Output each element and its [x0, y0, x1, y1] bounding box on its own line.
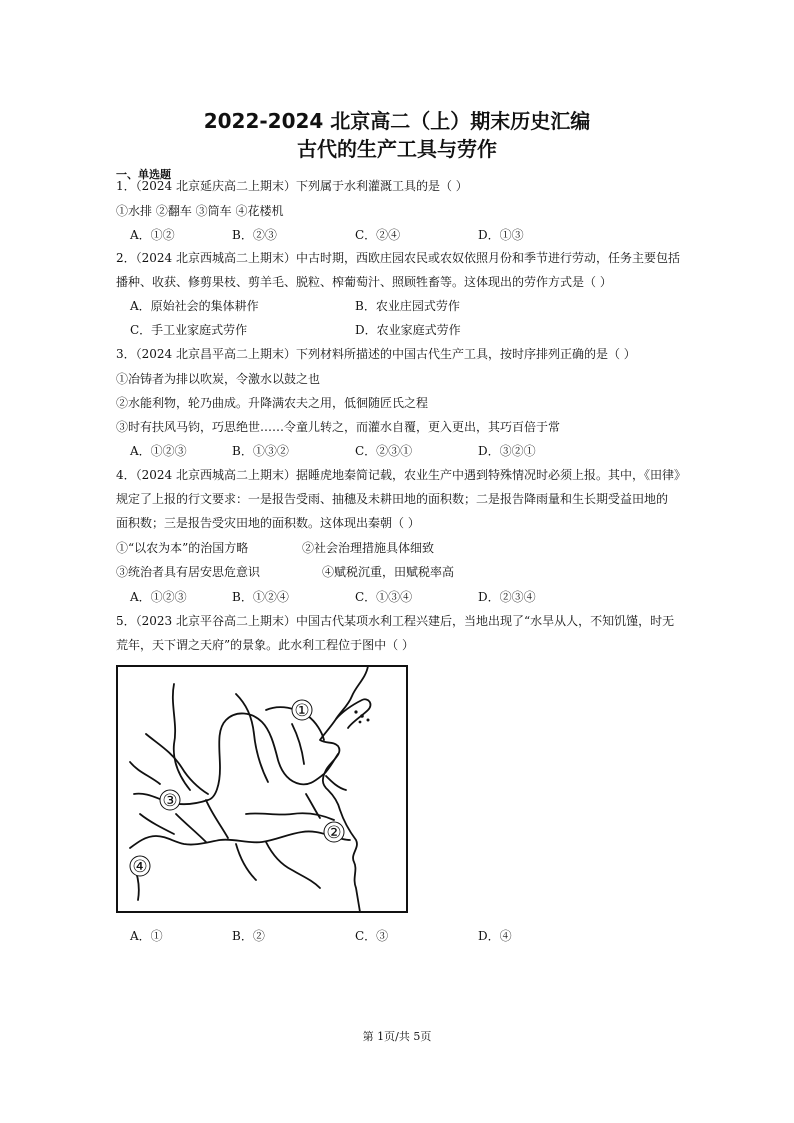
q4-item-2: ②社会治理措施具体细致: [302, 541, 435, 555]
q1-option-d[interactable]: D．①③: [478, 228, 524, 242]
page-subtitle: 古代的生产工具与劳作: [297, 137, 497, 161]
q5-option-c[interactable]: C．③: [355, 929, 389, 943]
map-label-1: ①: [294, 701, 310, 721]
q3-material-3: ③时有扶风马钧，巧思绝世……令童儿转之，而灌水自覆，更入更出，其巧百倍于常: [116, 420, 561, 434]
q2-option-c[interactable]: C．手工业家庭式劳作: [130, 323, 248, 337]
q4-item-1: ①“以农为本”的治国方略: [116, 541, 249, 555]
q4-option-b[interactable]: B．①②④: [232, 590, 289, 604]
q4-stem-line1: 4．（2024 北京西城高二上期末）据睡虎地秦简记载，农业生产中遇到特殊情况时必须上报。其中，《田律》: [116, 468, 686, 482]
q4-stem-line3: 面积数；三是报告受灾田地的面积数。这体现出秦朝（ ）: [116, 516, 420, 530]
q4-option-d[interactable]: D．②③④: [478, 590, 536, 604]
q1-stem: 1．（2024 北京延庆高二上期末）下列属于水利灌溉工具的是（ ）: [116, 179, 468, 193]
q1-option-a[interactable]: A．①②: [130, 228, 175, 242]
q5-option-d[interactable]: D．④: [478, 929, 512, 943]
q1-items: ①水排 ②翻车 ③筒车 ④花楼机: [116, 204, 284, 218]
section-heading: 一、单选题: [116, 168, 171, 181]
q2-stem-line1: 2．（2024 北京西城高二上期末）中古时期，西欧庄园农民或农奴依照月份和季节进行劳动，任务主要包括: [116, 251, 680, 265]
q3-material-2: ②水能利物，轮乃曲成。升降满农夫之用，低徊随匠氏之程: [116, 396, 429, 410]
q4-item-4: ④赋税沉重，田赋税率高: [322, 565, 455, 579]
q3-option-c[interactable]: C．②③①: [355, 444, 413, 458]
map-label-4: ④: [132, 857, 148, 877]
q3-stem: 3．（2024 北京昌平高二上期末）下列材料所描述的中国古代生产工具，按时序排列正确的是（ ）: [116, 347, 636, 361]
q2-option-d[interactable]: D．农业家庭式劳作: [355, 323, 461, 337]
q4-option-a[interactable]: A．①②③: [130, 590, 187, 604]
q5-option-a[interactable]: A．①: [130, 929, 163, 943]
q3-option-b[interactable]: B．①③②: [232, 444, 289, 458]
q1-option-c[interactable]: C．②④: [355, 228, 401, 242]
q3-option-a[interactable]: A．①②③: [130, 444, 187, 458]
map-label-3: ③: [162, 791, 178, 811]
q4-option-c[interactable]: C．①③④: [355, 590, 413, 604]
q2-option-b[interactable]: B．农业庄园式劳作: [355, 299, 460, 313]
map-label-2: ②: [326, 823, 342, 843]
q4-stem-line2: 规定了上报的行文要求：一是报告受雨、抽穗及未耕田地的面积数；二是报告降雨量和生长期受益田地的: [116, 492, 669, 506]
q1-option-b[interactable]: B．②③: [232, 228, 277, 242]
page-footer: 第 1页/共 5页: [362, 1030, 432, 1043]
page-title: 2022-2024 北京高二（上）期末历史汇编: [203, 109, 591, 133]
china-rivers-map: [116, 664, 408, 914]
q3-material-1: ①冶铸者为排以吹炭，令激水以鼓之也: [116, 372, 321, 386]
q3-option-d[interactable]: D．③②①: [478, 444, 536, 458]
q2-stem-line2: 播种、收获、修剪果枝、剪羊毛、脱粒、榨葡萄汁、照顾牲畜等。这体现出的劳作方式是（ ）: [116, 275, 612, 289]
q4-item-3: ③统治者具有居安思危意识: [116, 565, 261, 579]
q5-stem-line1: 5．（2023 北京平谷高二上期末）中国古代某项水利工程兴建后，当地出现了“水旱从人，不知饥馑，时无: [116, 614, 675, 628]
q5-option-b[interactable]: B．②: [232, 929, 265, 943]
q2-option-a[interactable]: A．原始社会的集体耕作: [130, 299, 259, 313]
q5-stem-line2: 荒年，天下谓之天府”的景象。此水利工程位于图中（ ）: [116, 638, 414, 652]
